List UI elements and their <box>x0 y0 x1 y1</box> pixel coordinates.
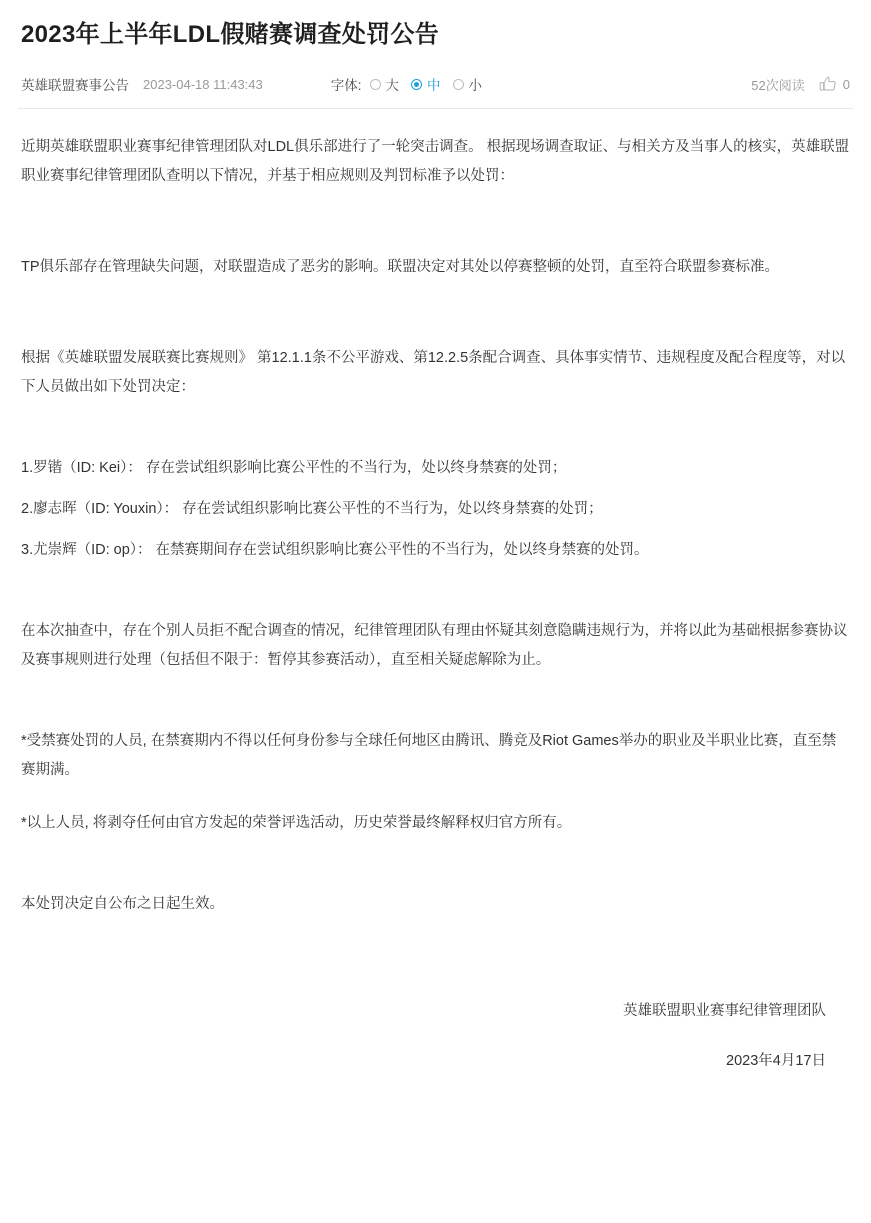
paragraph-intro: 近期英雄联盟职业赛事纪律管理团队对LDL俱乐部进行了一轮突击调查。 根据现场调查取证、与相关方及当事人的核实，英雄联盟职业赛事纪律管理团队查明以下情况，并基于相应规则及判罚标准予以处罚： <box>21 139 850 184</box>
signature: 英雄联盟职业赛事纪律管理团队 <box>623 1002 826 1019</box>
read-count: 52次阅读 <box>751 77 805 93</box>
font-size-option-medium[interactable] <box>411 74 441 94</box>
page-title: 2023年上半年LDL假赌赛调查处罚公告 <box>21 21 440 48</box>
list-item: 2.廖志晖（ID: Youxin）： 存在尝试组织影响比赛公平性的不当行为，处以终身禁赛的处罚； <box>21 501 603 517</box>
font-size-option-small-label: 小 <box>468 78 483 93</box>
article-meta-bar <box>18 64 853 104</box>
list-item: 3.尤崇辉（ID: op）： 在禁赛期间存在尝试组织影响比赛公平性的不当行为，处以终身禁赛的处罚。 <box>21 542 649 558</box>
signature-date: 2023年4月17日 <box>726 1052 826 1069</box>
paragraph-club-penalty: TP俱乐部存在管理缺失问题，对联盟造成了恶劣的影响。联盟决定对其处以停赛整顿的处罚，直至符合联盟参赛标准。 <box>21 259 780 275</box>
font-size-option-large-label: 大 <box>385 78 400 93</box>
font-size-option-large[interactable] <box>370 74 400 94</box>
font-size-label: 字体: <box>330 78 362 93</box>
like-count: 0 <box>842 76 850 92</box>
radio-icon <box>453 79 464 90</box>
article-stats <box>751 75 850 94</box>
paragraph-noncooperation: 在本次抽查中，存在个别人员拒不配合调查的情况，纪律管理团队有理由怀疑其刻意隐瞒违规行为，并将以此为基础根据参赛协议及赛事规则进行处理（包括但不限于：暂停其参赛活动），直至相关疑虑解除为止。 <box>21 623 848 668</box>
radio-icon-selected <box>411 79 422 90</box>
article-page <box>0 18 871 1114</box>
article-body <box>18 109 853 1114</box>
thumbs-up-icon <box>819 76 837 92</box>
font-size-option-medium-label: 中 <box>427 78 441 93</box>
paragraph-honors: *以上人员, 将剥夺任何由官方发起的荣誉评选活动，历史荣誉最终解释权归官方所有。 <box>21 815 572 831</box>
article-date: 2023-04-18 11:43:43 <box>143 76 263 92</box>
font-size-option-small[interactable] <box>453 74 483 94</box>
paragraph-ban-scope: *受禁赛处罚的人员, 在禁赛期内不得以任何身份参与全球任何地区由腾讯、腾竞及Riot Games举办的职业及半职业比赛，直至禁赛期满。 <box>21 733 837 778</box>
radio-icon <box>370 79 381 90</box>
like-button[interactable] <box>819 76 850 92</box>
font-size-control <box>331 74 494 94</box>
article-source: 英雄联盟赛事公告 <box>21 78 129 93</box>
paragraph-effective: 本处罚决定自公布之日起生效。 <box>21 896 224 912</box>
paragraph-rules: 根据《英雄联盟发展联赛比赛规则》 第12.1.1条不公平游戏、第12.2.5条配合调查、具体事实情节、违规程度及配合程度等，对以下人员做出如下处罚决定： <box>21 350 846 395</box>
list-item: 1.罗锴（ID: Kei）： 存在尝试组织影响比赛公平性的不当行为，处以终身禁赛的处罚； <box>21 460 567 476</box>
